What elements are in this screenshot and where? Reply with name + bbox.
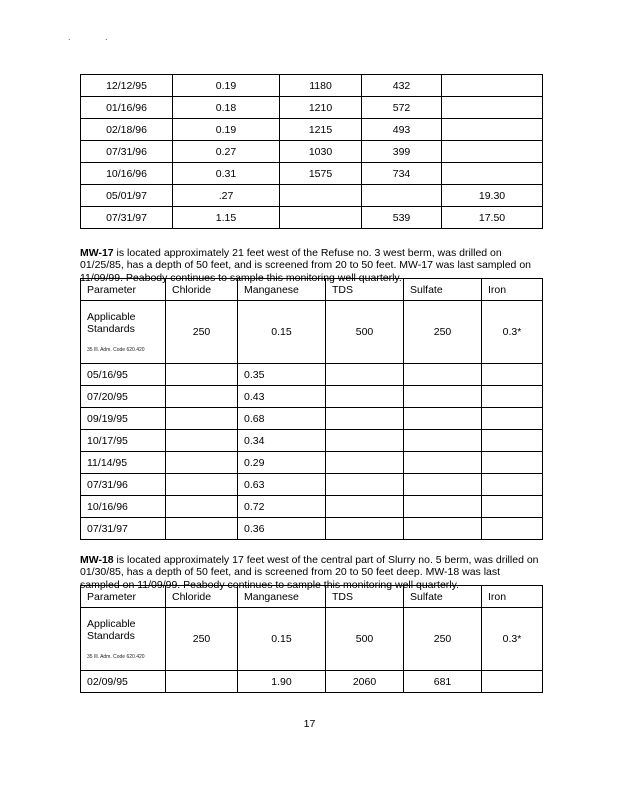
- cell-sulfate: [404, 430, 482, 452]
- standards-label-line2: Standards: [87, 323, 135, 335]
- header-manganese: Manganese: [238, 279, 326, 301]
- cell-tds: [326, 364, 404, 386]
- standards-citation: 35 Ill. Adm. Code 620.420: [87, 347, 145, 353]
- cell-sulfate: 539: [362, 207, 442, 229]
- cell-tds: [326, 518, 404, 540]
- cell-chloride: [166, 386, 238, 408]
- table-row: [81, 430, 543, 452]
- header-parameter: Parameter: [81, 586, 166, 608]
- table-row: [81, 408, 543, 430]
- table-row-standards: [81, 301, 543, 364]
- cell-tds: [326, 408, 404, 430]
- table-mw18: [80, 585, 543, 693]
- cell-chloride: [166, 474, 238, 496]
- table-row: [81, 141, 543, 163]
- cell-manganese: 0.43: [238, 386, 326, 408]
- table-row: [81, 119, 543, 141]
- cell-standard-sulfate: 250: [404, 301, 482, 364]
- cell-date: 10/16/96: [81, 163, 173, 185]
- cell-sulfate: 572: [362, 97, 442, 119]
- cell-manganese: 0.19: [173, 75, 280, 97]
- cell-iron: 17.50: [442, 207, 543, 229]
- cell-date: 07/31/96: [81, 141, 173, 163]
- cell-chloride: [166, 452, 238, 474]
- cell-standard-manganese: 0.15: [238, 608, 326, 671]
- table-row: [81, 97, 543, 119]
- paragraph-mw18-text: is located approximately 17 feet west of the central part of Slurry no. 5 berm, was drilled on 01/30/85, has a depth of 50 feet, and is screened from 20 to 50 feet deep. MW-18 was last sampled on 11/09/99. Peabody continues to sample this monitoring well quarterly.: [80, 553, 539, 591]
- table-row: [81, 386, 543, 408]
- cell-date: 10/16/96: [81, 496, 166, 518]
- cell-chloride: [166, 430, 238, 452]
- cell-date: 02/18/96: [81, 119, 173, 141]
- cell-sulfate: [404, 364, 482, 386]
- cell-sulfate: 681: [404, 671, 482, 693]
- table-header-row: [81, 279, 543, 301]
- cell-tds: [326, 430, 404, 452]
- cell-date: 07/20/95: [81, 386, 166, 408]
- cell-iron: [442, 119, 543, 141]
- cell-date: 02/09/95: [81, 671, 166, 693]
- table-row: [81, 75, 543, 97]
- cell-iron: [482, 518, 543, 540]
- cell-manganese: 0.27: [173, 141, 280, 163]
- cell-chloride: [166, 671, 238, 693]
- well-id-mw18: MW-18: [80, 553, 114, 566]
- table-row: [81, 364, 543, 386]
- cell-tds: [326, 386, 404, 408]
- table-row: [81, 496, 543, 518]
- cell-iron: [482, 430, 543, 452]
- standards-label-line1: Applicable: [87, 618, 136, 630]
- cell-iron: [482, 364, 543, 386]
- header-chloride: Chloride: [166, 586, 238, 608]
- cell-date: 05/16/95: [81, 364, 166, 386]
- table-row: [81, 452, 543, 474]
- cell-iron: [442, 97, 543, 119]
- cell-sulfate: 432: [362, 75, 442, 97]
- cell-manganese: 1.90: [238, 671, 326, 693]
- header-sulfate: Sulfate: [404, 586, 482, 608]
- cell-manganese: 0.29: [238, 452, 326, 474]
- cell-iron: [482, 496, 543, 518]
- cell-date: 07/31/96: [81, 474, 166, 496]
- cell-sulfate: [404, 386, 482, 408]
- cell-tds: 1575: [280, 163, 362, 185]
- cell-date: 12/12/95: [81, 75, 173, 97]
- header-tds: TDS: [326, 279, 404, 301]
- well-id-mw17: MW-17: [80, 246, 114, 259]
- cell-manganese: 0.63: [238, 474, 326, 496]
- cell-chloride: [166, 408, 238, 430]
- cell-date: 09/19/95: [81, 408, 166, 430]
- table-row: [81, 207, 543, 229]
- paragraph-mw17-text: is located approximately 21 feet west of the Refuse no. 3 west berm, was drilled on 01/25/85, has a depth of 50 feet, and is screened from 20 to 50 feet. MW-17 was last sampled on 11/09/99. Peabody continues to sample this monitoring well quarterly.: [80, 246, 531, 284]
- cell-date: 10/17/95: [81, 430, 166, 452]
- cell-date: 07/31/97: [81, 207, 173, 229]
- cell-manganese: 0.72: [238, 496, 326, 518]
- cell-sulfate: 734: [362, 163, 442, 185]
- table-continued-top: [80, 74, 543, 229]
- cell-standard-manganese: 0.15: [238, 301, 326, 364]
- cell-manganese: 1.15: [173, 207, 280, 229]
- cell-standard-tds: 500: [326, 608, 404, 671]
- cell-applicable-standards: [81, 608, 166, 671]
- standards-citation: 35 Ill. Adm. Code 620.420: [87, 654, 145, 660]
- cell-manganese: 0.34: [238, 430, 326, 452]
- scan-artifact-marks: . .: [68, 32, 124, 42]
- standards-label-line2: Standards: [87, 630, 135, 642]
- table-row: [81, 518, 543, 540]
- cell-manganese: 0.36: [238, 518, 326, 540]
- cell-standard-chloride: 250: [166, 608, 238, 671]
- cell-date: 07/31/97: [81, 518, 166, 540]
- cell-sulfate: [362, 185, 442, 207]
- table-header-row: [81, 586, 543, 608]
- cell-manganese: 0.68: [238, 408, 326, 430]
- cell-sulfate: 493: [362, 119, 442, 141]
- header-manganese: Manganese: [238, 586, 326, 608]
- cell-iron: [482, 386, 543, 408]
- header-iron: Iron: [482, 586, 543, 608]
- cell-iron: [482, 671, 543, 693]
- cell-chloride: [166, 518, 238, 540]
- cell-manganese: 0.31: [173, 163, 280, 185]
- header-chloride: Chloride: [166, 279, 238, 301]
- cell-iron: 19.30: [442, 185, 543, 207]
- cell-standard-tds: 500: [326, 301, 404, 364]
- cell-iron: [442, 141, 543, 163]
- cell-tds: [280, 185, 362, 207]
- header-sulfate: Sulfate: [404, 279, 482, 301]
- standards-label-line1: Applicable: [87, 311, 136, 323]
- cell-standard-iron: 0.3*: [482, 608, 543, 671]
- cell-date: 11/14/95: [81, 452, 166, 474]
- cell-chloride: [166, 364, 238, 386]
- header-parameter: Parameter: [81, 279, 166, 301]
- cell-tds: 1180: [280, 75, 362, 97]
- cell-sulfate: [404, 496, 482, 518]
- cell-chloride: [166, 496, 238, 518]
- table-row: [81, 163, 543, 185]
- table-row: [81, 474, 543, 496]
- cell-tds: 1210: [280, 97, 362, 119]
- cell-iron: [442, 163, 543, 185]
- cell-iron: [482, 452, 543, 474]
- cell-standard-iron: 0.3*: [482, 301, 543, 364]
- header-iron: Iron: [482, 279, 543, 301]
- cell-iron: [482, 474, 543, 496]
- cell-iron: [482, 408, 543, 430]
- table-mw17: [80, 278, 543, 540]
- table-row-standards: [81, 608, 543, 671]
- cell-sulfate: [404, 474, 482, 496]
- cell-sulfate: [404, 518, 482, 540]
- cell-tds: 1215: [280, 119, 362, 141]
- cell-iron: [442, 75, 543, 97]
- cell-date: 01/16/96: [81, 97, 173, 119]
- cell-tds: [326, 452, 404, 474]
- table-row: [81, 185, 543, 207]
- cell-manganese: 0.35: [238, 364, 326, 386]
- table-row: [81, 671, 543, 693]
- cell-standard-chloride: 250: [166, 301, 238, 364]
- cell-manganese: 0.18: [173, 97, 280, 119]
- cell-sulfate: [404, 452, 482, 474]
- cell-tds: [326, 496, 404, 518]
- cell-sulfate: [404, 408, 482, 430]
- cell-tds: [326, 474, 404, 496]
- cell-date: 05/01/97: [81, 185, 173, 207]
- cell-tds: 1030: [280, 141, 362, 163]
- cell-manganese: 0.19: [173, 119, 280, 141]
- cell-tds: [280, 207, 362, 229]
- page-number: 17: [303, 718, 316, 730]
- cell-sulfate: 399: [362, 141, 442, 163]
- cell-manganese: .27: [173, 185, 280, 207]
- cell-tds: 2060: [326, 671, 404, 693]
- header-tds: TDS: [326, 586, 404, 608]
- cell-applicable-standards: [81, 301, 166, 364]
- cell-standard-sulfate: 250: [404, 608, 482, 671]
